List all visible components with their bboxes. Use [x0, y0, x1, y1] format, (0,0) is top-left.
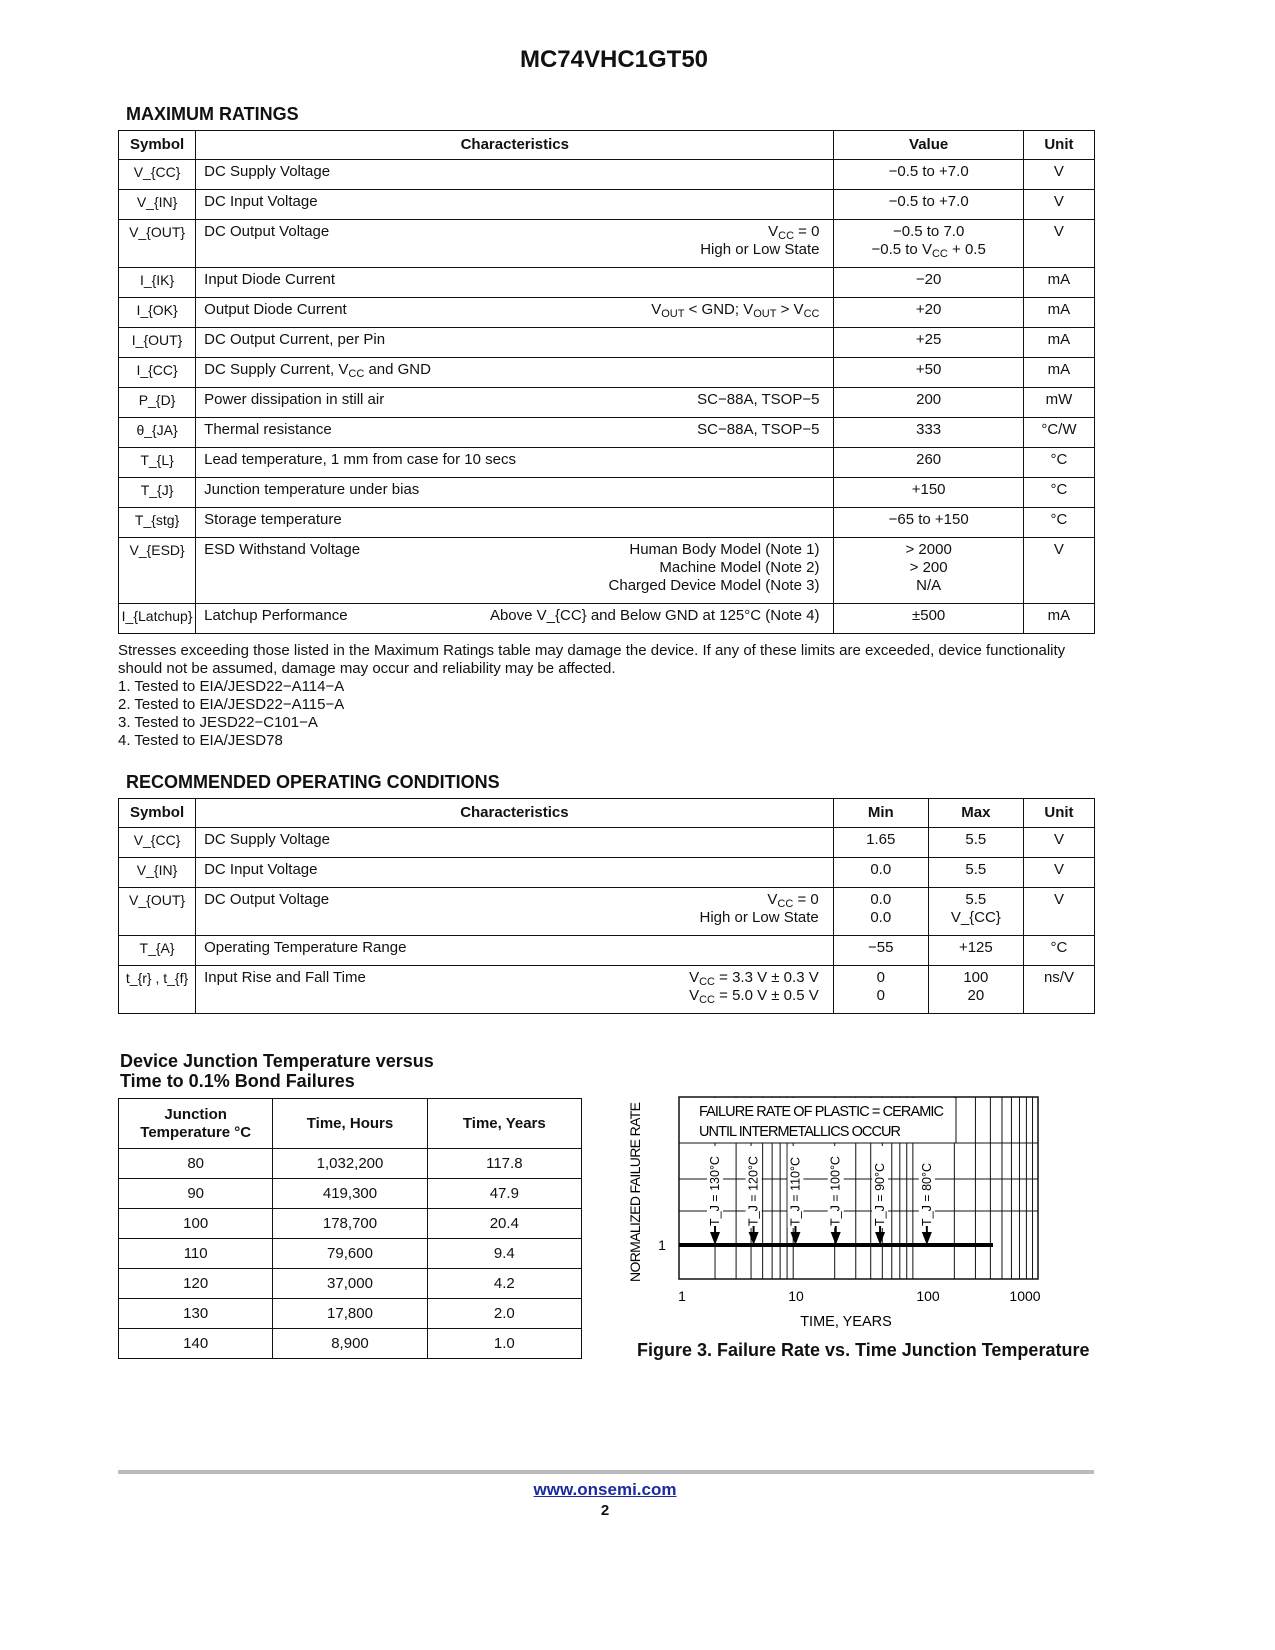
cell: 9.4: [427, 1239, 581, 1269]
characteristic: Junction temperature under bias: [204, 481, 420, 498]
condition: Human Body Model (Note 1) Machine Model (Note 2) Charged Device Model (Note 3): [608, 541, 820, 594]
condition: SC−88A, TSOP−5: [697, 421, 820, 438]
cell: 1.0: [427, 1329, 581, 1359]
min-cell: −55: [833, 936, 928, 966]
sym-cell: T_{L}: [119, 448, 196, 478]
cell: 140: [119, 1329, 273, 1359]
val-cell: 333: [834, 418, 1023, 448]
condition: $V_{CC} = 0$ High or Low State: [700, 223, 820, 258]
characteristic: Latchup Performance: [204, 607, 348, 624]
page-number: 2: [600, 1502, 610, 1519]
characteristic: DC Output Current, per Pin: [204, 331, 386, 348]
val-cell: −65 to +150: [834, 508, 1023, 538]
characteristic: Power dissipation in still air: [204, 391, 385, 408]
cell: 2.0: [427, 1299, 581, 1329]
sym-cell: I_{Latchup}: [119, 604, 196, 634]
cell: 20.4: [427, 1209, 581, 1239]
sym-cell: V_{IN}: [119, 190, 196, 220]
cell: 4.2: [427, 1269, 581, 1299]
max-ratings-heading: MAXIMUM RATINGS: [126, 104, 299, 124]
unit-cell: V: [1023, 160, 1094, 190]
unit-cell: V: [1023, 888, 1094, 936]
unit-cell: °C: [1023, 936, 1094, 966]
unit-cell: V: [1023, 190, 1094, 220]
footnote: 3. Tested to JESD22−C101−A: [118, 714, 318, 731]
sym-cell: I_{OUT}: [119, 328, 196, 358]
cell: 178,700: [273, 1209, 427, 1239]
val-cell: −0.5 to +7.0: [834, 160, 1023, 190]
column-header: Min: [833, 799, 928, 828]
unit-cell: V: [1023, 538, 1094, 604]
column-header: Junction Temperature °C: [119, 1099, 273, 1149]
characteristic: Input Diode Current: [204, 271, 336, 288]
val-cell: 200: [834, 388, 1023, 418]
website-link[interactable]: www.onsemi.com: [533, 1480, 677, 1499]
unit-cell: ns/V: [1023, 966, 1094, 1014]
cell: 419,300: [273, 1179, 427, 1209]
max-cell: 100 20: [928, 966, 1023, 1014]
marker-label-5: T_J = 80°C: [919, 1162, 934, 1226]
column-header: Time, Hours: [273, 1099, 427, 1149]
marker-label-0: T_J = 130°C: [708, 1156, 723, 1226]
condition: SC−88A, TSOP−5: [697, 391, 820, 408]
figure-caption: Figure 3. Failure Rate vs. Time Junction Temperature: [637, 1340, 1090, 1360]
unit-cell: °C: [1023, 478, 1094, 508]
x-tick-label: 1: [678, 1288, 686, 1304]
val-cell: −0.5 to 7.0 −0.5 to $V_{CC} + 0.5$: [834, 220, 1023, 268]
unit-cell: mA: [1023, 298, 1094, 328]
max-cell: 5.5 V_{CC}: [928, 888, 1023, 936]
cell: 1,032,200: [273, 1149, 427, 1179]
characteristic: Storage temperature: [204, 511, 342, 528]
characteristic: DC Supply Voltage: [204, 831, 330, 848]
min-cell: 0.0: [833, 858, 928, 888]
characteristic: DC Output Voltage: [204, 891, 330, 908]
characteristic: Operating Temperature Range: [204, 939, 407, 956]
val-cell: +150: [834, 478, 1023, 508]
unit-cell: V: [1023, 828, 1094, 858]
x-axis-label: TIME, YEARS: [800, 1314, 892, 1330]
sym-cell: I_{CC}: [119, 358, 196, 388]
footnote: 2. Tested to EIA/JESD22−A115−A: [118, 696, 345, 713]
sym-cell: V_{OUT}: [119, 888, 196, 936]
characteristic: Input Rise and Fall Time: [204, 969, 366, 986]
column-header: Symbol: [119, 131, 196, 160]
max-cell: 5.5: [928, 828, 1023, 858]
cell: 17,800: [273, 1299, 427, 1329]
characteristic: DC Output Voltage: [204, 223, 330, 240]
cell: 37,000: [273, 1269, 427, 1299]
column-header: Unit: [1023, 131, 1094, 160]
column-header: Unit: [1023, 799, 1094, 828]
footnote: 4. Tested to EIA/JESD78: [118, 732, 283, 749]
characteristic: ESD Withstand Voltage: [204, 541, 361, 558]
sym-cell: I_{OK}: [119, 298, 196, 328]
cell: 8,900: [273, 1329, 427, 1359]
column-header: Max: [928, 799, 1023, 828]
column-header: Time, Years: [427, 1099, 581, 1149]
val-cell: −20: [834, 268, 1023, 298]
sym-cell: t_{r} , t_{f}: [119, 966, 196, 1014]
sym-cell: P_{D}: [119, 388, 196, 418]
unit-cell: °C: [1023, 448, 1094, 478]
cell: 117.8: [427, 1149, 581, 1179]
marker-label-3: T_J = 100°C: [828, 1156, 843, 1226]
sym-cell: V_{CC}: [119, 828, 196, 858]
condition: Above V_{CC} and Below GND at 125°C (Note 4): [489, 607, 820, 624]
max-cell: +125: [928, 936, 1023, 966]
characteristic: DC Supply Current, $V_{CC}$ and GND: [204, 361, 431, 380]
roc-heading: RECOMMENDED OPERATING CONDITIONS: [126, 772, 500, 792]
cell: 90: [119, 1179, 273, 1209]
val-cell: +50: [834, 358, 1023, 388]
sym-cell: V_{ESD}: [119, 538, 196, 604]
cell: 130: [119, 1299, 273, 1329]
sym-cell: V_{OUT}: [119, 220, 196, 268]
chart-note-line2: UNTIL INTERMETALLICS OCCUR: [699, 1124, 901, 1140]
sym-cell: T_{stg}: [119, 508, 196, 538]
unit-cell: V: [1023, 858, 1094, 888]
val-cell: +20: [834, 298, 1023, 328]
cell: 110: [119, 1239, 273, 1269]
stress-note: Stresses exceeding those listed in the Maximum Ratings table may damage the device. If any of these limits are exceeded, device functionality should not be assumed, damage may occur and reliability may be affected.: [118, 642, 1066, 677]
column-header: Characteristics: [196, 131, 834, 160]
marker-label-2: T_J = 110°C: [788, 1156, 803, 1226]
marker-label-4: T_J = 90°C: [873, 1162, 888, 1226]
unit-cell: mA: [1023, 268, 1094, 298]
sym-cell: I_{IK}: [119, 268, 196, 298]
x-tick-label: 1000: [1009, 1288, 1041, 1304]
unit-cell: V: [1023, 220, 1094, 268]
min-cell: 0.0 0.0: [833, 888, 928, 936]
min-cell: 1.65: [833, 828, 928, 858]
unit-cell: mA: [1023, 358, 1094, 388]
cell: 80: [119, 1149, 273, 1179]
cell: 120: [119, 1269, 273, 1299]
sym-cell: θ_{JA}: [119, 418, 196, 448]
column-header: Characteristics: [196, 799, 834, 828]
characteristic: Lead temperature, 1 mm from case for 10 secs: [204, 451, 516, 468]
marker-label-1: T_J = 120°C: [746, 1156, 761, 1226]
sym-cell: T_{J}: [119, 478, 196, 508]
characteristic: Output Diode Current: [204, 301, 347, 318]
characteristic: DC Input Voltage: [204, 193, 318, 210]
junction-heading: Device Junction Temperature versus Time to 0.1% Bond Failures: [120, 1051, 434, 1091]
max-cell: 5.5: [928, 858, 1023, 888]
val-cell: −0.5 to +7.0: [834, 190, 1023, 220]
val-cell: > 2000 > 200 N/A: [834, 538, 1023, 604]
column-header: Symbol: [119, 799, 196, 828]
cell: 100: [119, 1209, 273, 1239]
characteristic: DC Input Voltage: [204, 861, 318, 878]
condition: $V_{CC} = 3.3$ V ± 0.3 V $V_{CC} = 5.0$ V ± 0.5 V: [689, 969, 819, 1006]
condition: $V_{CC} = 0$ High or Low State: [699, 891, 819, 926]
chart-note-line1: FAILURE RATE OF PLASTIC = CERAMIC: [699, 1104, 944, 1120]
document-title: MC74VHC1GT50: [519, 46, 709, 73]
val-cell: +25: [834, 328, 1023, 358]
footer-divider: [118, 1470, 1094, 1474]
val-cell: ±500: [834, 604, 1023, 634]
y-axis-label: NORMALIZED FAILURE RATE: [627, 1102, 643, 1282]
x-tick-label: 100: [916, 1288, 940, 1304]
unit-cell: mA: [1023, 328, 1094, 358]
characteristic: DC Supply Voltage: [204, 163, 331, 180]
characteristic: Thermal resistance: [204, 421, 332, 438]
y-tick-label: 1: [658, 1237, 666, 1253]
unit-cell: mW: [1023, 388, 1094, 418]
footnote: 1. Tested to EIA/JESD22−A114−A: [118, 678, 345, 695]
sym-cell: V_{IN}: [119, 858, 196, 888]
x-tick-label: 10: [788, 1288, 804, 1304]
condition: $V_{OUT}$ < GND; $V_{OUT} > V_{CC}$: [651, 301, 820, 320]
val-cell: 260: [834, 448, 1023, 478]
sym-cell: T_{A}: [119, 936, 196, 966]
unit-cell: °C: [1023, 508, 1094, 538]
unit-cell: mA: [1023, 604, 1094, 634]
column-header: Value: [834, 131, 1023, 160]
cell: 79,600: [273, 1239, 427, 1269]
unit-cell: °C/W: [1023, 418, 1094, 448]
min-cell: 0 0: [833, 966, 928, 1014]
cell: 47.9: [427, 1179, 581, 1209]
sym-cell: V_{CC}: [119, 160, 196, 190]
